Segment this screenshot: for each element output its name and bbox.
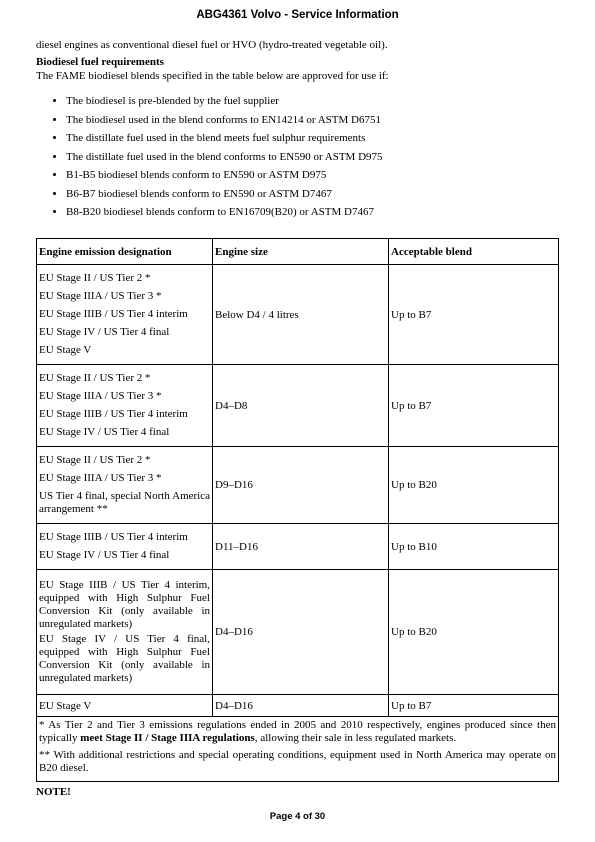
note-label: NOTE!: [36, 786, 71, 798]
designation-cell: [37, 570, 213, 695]
footnote-cell: [37, 717, 559, 782]
column-header: Engine emission designation: [37, 239, 213, 265]
intro-text: diesel engines as conventional diesel fuel or HVO (hydro-treated vegetable oil).: [36, 39, 388, 51]
engine-size-cell: D11–D16: [213, 524, 389, 570]
designation-cell: [37, 365, 213, 447]
table-footnote-row: [37, 717, 559, 782]
section-lead: The FAME biodiesel blends specified in the table below are approved for use if:: [36, 70, 389, 82]
engine-size-cell: D4–D16: [213, 570, 389, 695]
list-item: • The biodiesel used in the blend conforms to EN14214 or ASTM D6751: [66, 114, 559, 128]
designation-line: EU Stage IIIB / US Tier 4 interim: [39, 531, 188, 543]
list-item: • The distillate fuel used in the blend conforms to EN590 or ASTM D975: [66, 151, 559, 165]
designation-line: EU Stage IIIA / US Tier 3 *: [39, 390, 162, 402]
section-heading: Biodiesel fuel requirements: [36, 56, 164, 68]
designation-line: EU Stage IV / US Tier 4 final: [39, 549, 170, 561]
list-item: • The distillate fuel used in the blend meets fuel sulphur requirements: [66, 132, 559, 146]
designation-cell: [37, 695, 213, 717]
footnote-1-emphasis: meet Stage II / Stage IIIA regulations: [80, 732, 255, 744]
designation-cell: [37, 524, 213, 570]
footnote-1-text: * As Tier 2 and Tier 3 emissions regulations ended in 2005 and 2010 respectively, engines produced since then typically: [39, 719, 556, 744]
engine-size-cell: D4–D8: [213, 365, 389, 447]
designation-line: EU Stage IV / US Tier 4 final, equipped with High Sulphur Fuel Conversion Kit (only available in unregulated markets): [39, 632, 210, 684]
blend-cell: Up to B20: [389, 447, 559, 524]
page-footer: Page 4 of 30: [269, 811, 326, 822]
table-row: [37, 524, 559, 570]
engine-size-cell: D4–D16: [213, 695, 389, 717]
blend-cell: Up to B7: [389, 265, 559, 365]
designation-line: EU Stage II / US Tier 2 *: [39, 454, 151, 466]
list-item: • B6-B7 biodiesel blends conform to EN590 or ASTM D7467: [66, 188, 559, 202]
biodiesel-blend-table: [36, 238, 559, 782]
designation-line: EU Stage II / US Tier 2 *: [39, 372, 151, 384]
designation-line: EU Stage IV / US Tier 4 final: [39, 426, 170, 438]
designation-line: EU Stage IIIA / US Tier 3 *: [39, 472, 162, 484]
engine-size-cell: Below D4 / 4 litres: [213, 265, 389, 365]
document-body: [36, 38, 559, 225]
column-header: Engine size: [213, 239, 389, 265]
table-header-row: [37, 239, 559, 265]
footnote-1-text-end: , allowing their sale in less regulated markets.: [254, 732, 457, 744]
designation-line: EU Stage IIIB / US Tier 4 interim, equipped with High Sulphur Fuel Conversion Kit (only available in unregulated markets): [39, 578, 210, 630]
designation-line: EU Stage V: [39, 699, 92, 712]
table-row: [37, 570, 559, 695]
table-row: [37, 265, 559, 365]
list-item: • B1-B5 biodiesel blends conform to EN590 or ASTM D975: [66, 169, 559, 183]
engine-size-cell: D9–D16: [213, 447, 389, 524]
designation-line: EU Stage V: [39, 344, 92, 356]
footnote-2: ** With additional restrictions and special operating conditions, equipment used in North America may operate on B20 diesel.: [39, 749, 556, 774]
blend-cell: Up to B7: [389, 365, 559, 447]
blend-cell: Up to B7: [389, 695, 559, 717]
table-row: [37, 365, 559, 447]
blend-cell: Up to B10: [389, 524, 559, 570]
table-row: [37, 695, 559, 717]
designation-line: EU Stage IIIA / US Tier 3 *: [39, 290, 162, 302]
designation-line: EU Stage IIIB / US Tier 4 interim: [39, 408, 188, 420]
column-header: Acceptable blend: [389, 239, 559, 265]
designation-cell: [37, 447, 213, 524]
footnote-1: [39, 719, 556, 745]
designation-line: EU Stage IV / US Tier 4 final: [39, 326, 170, 338]
designation-cell: [37, 265, 213, 365]
list-item: • B8-B20 biodiesel blends conform to EN16709(B20) or ASTM D7467: [66, 206, 559, 220]
list-item: • The biodiesel is pre-blended by the fuel supplier: [66, 95, 559, 109]
designation-line: US Tier 4 final, special North America arrangement **: [39, 490, 210, 515]
blend-cell: Up to B20: [389, 570, 559, 695]
document-header: ABG4361 Volvo - Service Information: [196, 9, 399, 21]
designation-line: EU Stage II / US Tier 2 *: [39, 272, 151, 284]
requirements-list: [36, 95, 559, 220]
table-row: [37, 447, 559, 524]
designation-line: EU Stage IIIB / US Tier 4 interim: [39, 308, 188, 320]
